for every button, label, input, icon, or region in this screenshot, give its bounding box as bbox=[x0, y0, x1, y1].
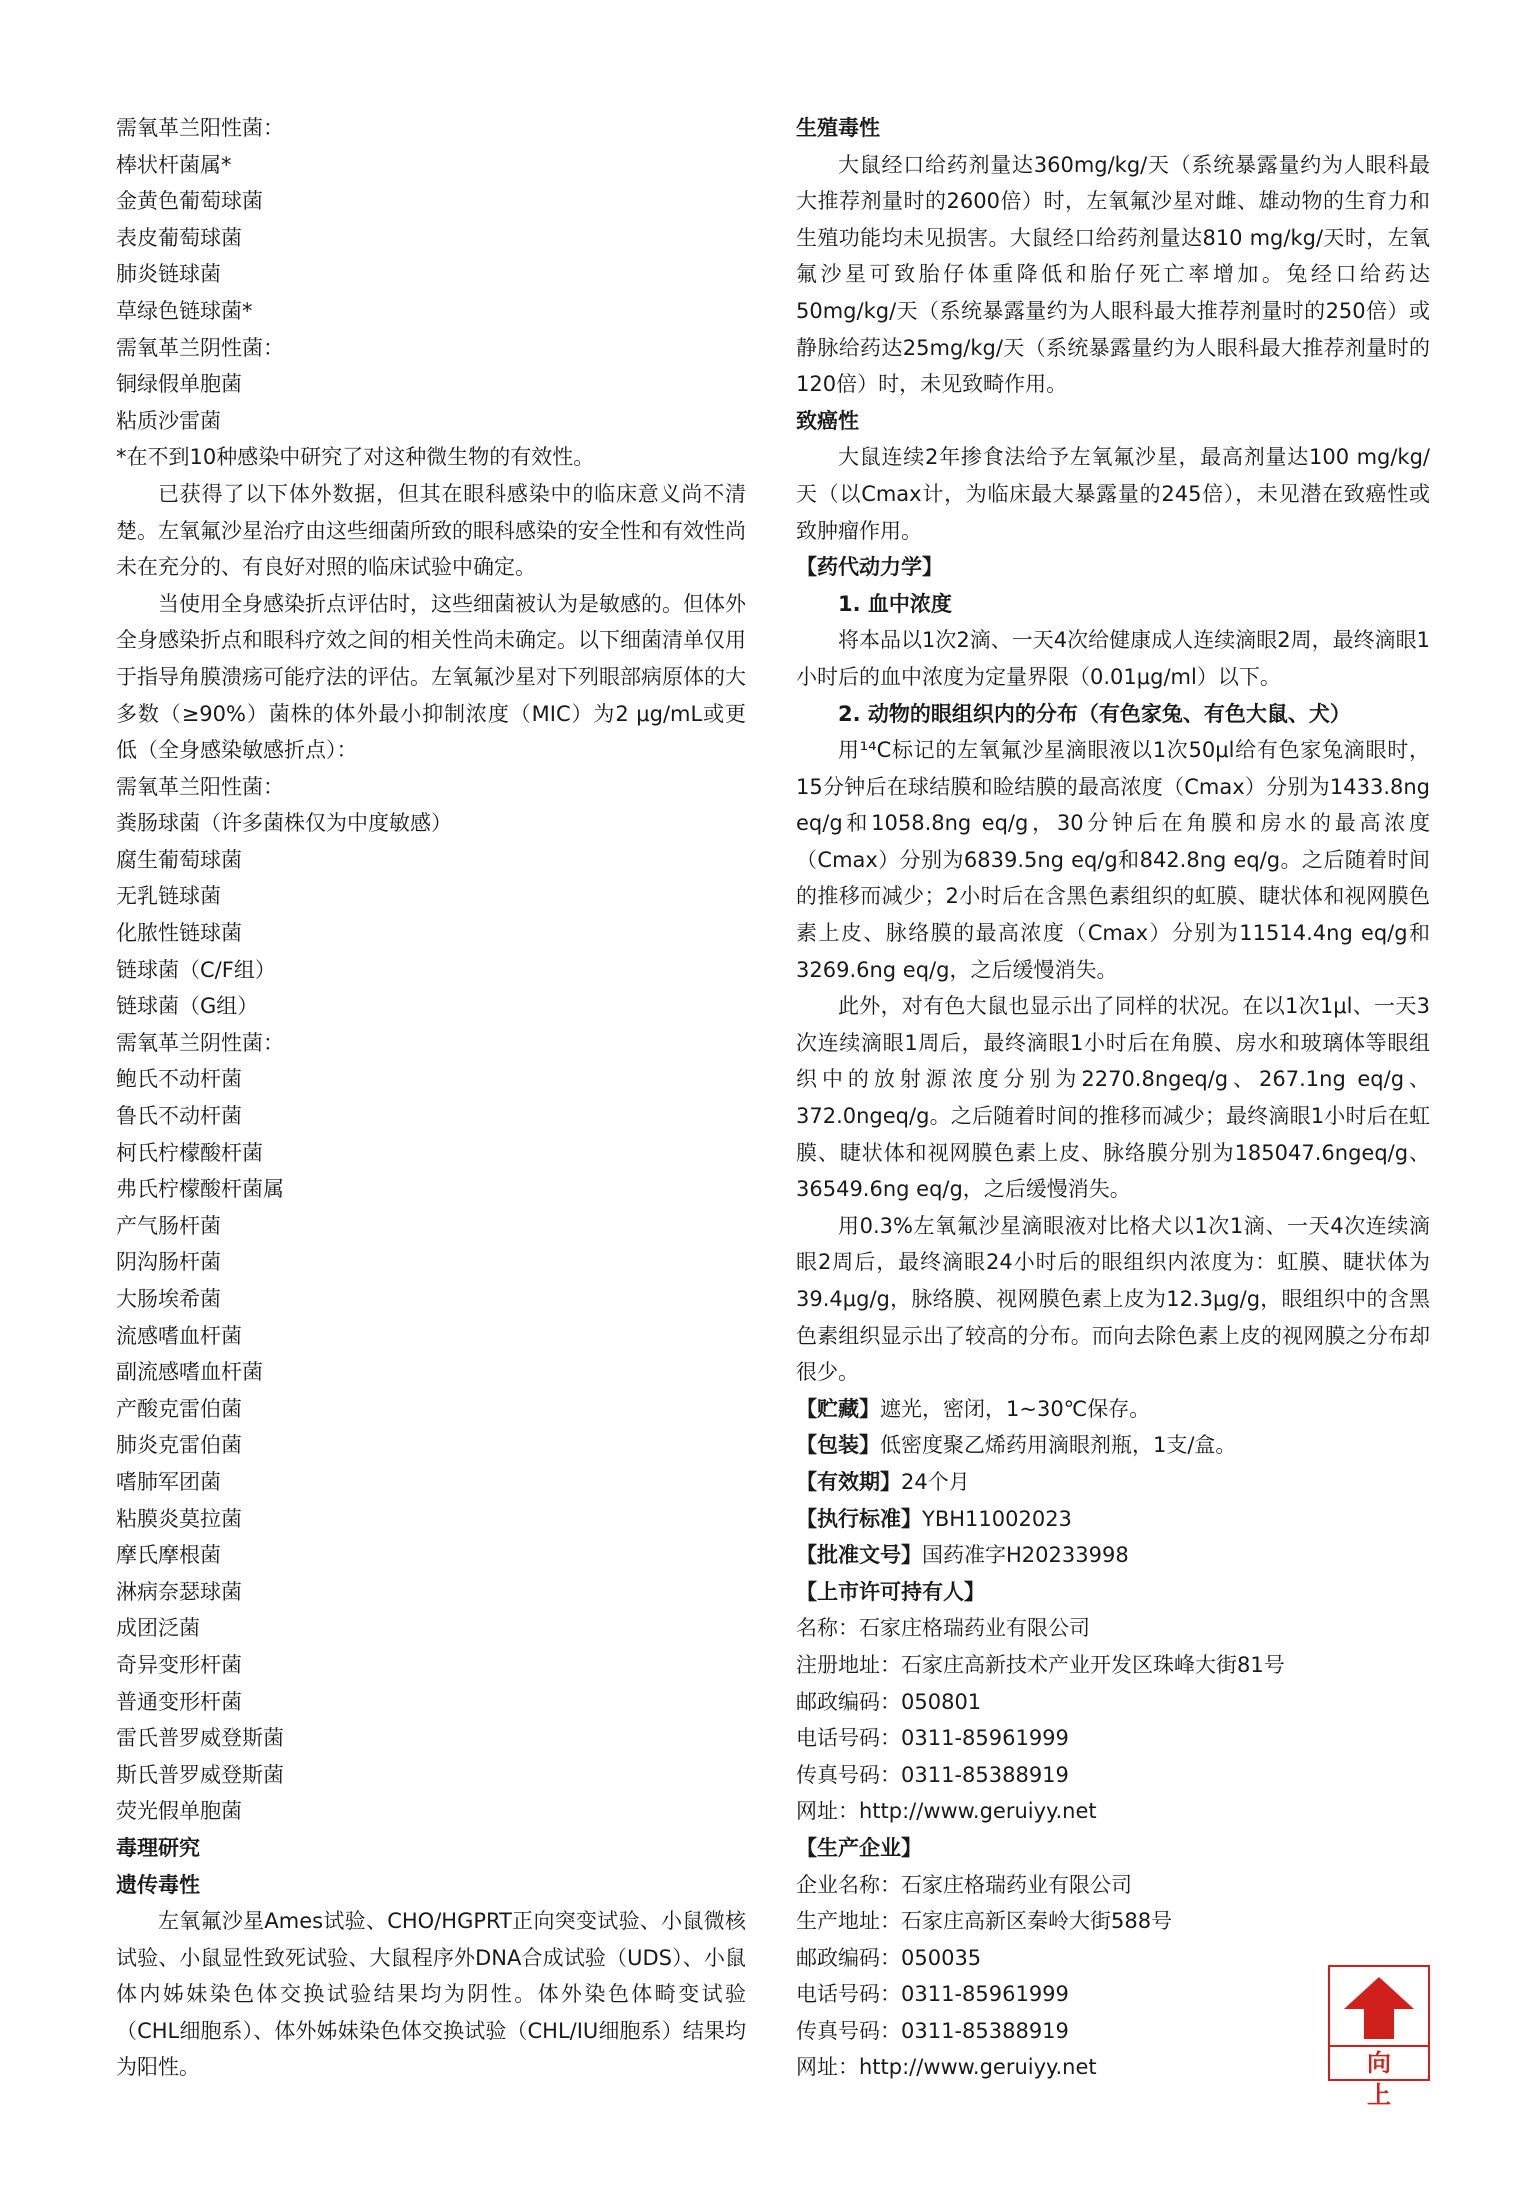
text-line: 粘膜炎莫拉菌 bbox=[116, 1506, 242, 1531]
right-column bbox=[796, 110, 1430, 2086]
section-heading: 生殖毒性 bbox=[796, 116, 880, 140]
text-line: 斯氏普罗威登斯菌 bbox=[116, 1762, 284, 1787]
text-line: 需氧革兰阴性菌： bbox=[116, 335, 284, 360]
text-line: 链球菌（C/F组） bbox=[116, 957, 276, 982]
field-value: 低密度聚乙烯药用滴眼剂瓶，1支/盒。 bbox=[880, 1433, 1237, 1458]
text-line: 无乳链球菌 bbox=[116, 884, 221, 909]
section-heading: 遗传毒性 bbox=[116, 1872, 200, 1897]
text-line: 鲍氏不动杆菌 bbox=[116, 1067, 242, 1092]
text-line: 草绿色链球菌* bbox=[116, 298, 253, 323]
text-line: 肺炎克雷伯菌 bbox=[116, 1433, 242, 1458]
validity-line bbox=[796, 1464, 1430, 1501]
text-line: 需氧革兰阴性菌： bbox=[116, 1030, 284, 1055]
package-line bbox=[796, 1427, 1430, 1464]
text-line: 普通变形杆菌 bbox=[116, 1689, 242, 1714]
text-line: 粘质沙雷菌 bbox=[116, 408, 221, 433]
section-heading: 【药代动力学】 bbox=[796, 555, 943, 580]
paragraph: 用0.3%左氧氟沙星滴眼液对比格犬以1次1滴、一天4次连续滴眼2周后，最终滴眼24小时后的眼组织内浓度为：虹膜、睫状体为39.4μg/g，脉络膜、视网膜色素上皮为12.3μg/g，眼组织中的含黑色素组织显示出了较高的分布。而向去除色素上皮的视网膜之分布却很少。 bbox=[796, 1213, 1430, 1385]
paragraph: 当使用全身感染折点评估时，这些细菌被认为是敏感的。但体外全身感染折点和眼科疗效之间的相关性尚未确定。以下细菌清单仅用于指导角膜溃疡可能疗法的评估。左氧氟沙星对下列眼部病原体的大多数（≥90%）菌株的体外最小抑制浓度（MIC）为2 μg/mL或更低（全身感染敏感折点）： bbox=[116, 591, 746, 763]
text-line: 电话号码：0311-85961999 bbox=[796, 1726, 1069, 1751]
text-line: 鲁氏不动杆菌 bbox=[116, 1104, 242, 1129]
text-line: 嗜肺军团菌 bbox=[116, 1469, 221, 1494]
text-line: 阴沟肠杆菌 bbox=[116, 1250, 221, 1275]
text-line: 棒状杆菌属* bbox=[116, 152, 232, 177]
field-value: 遮光，密闭，1~30℃保存。 bbox=[880, 1396, 1151, 1421]
stamp-label: 向上 bbox=[1330, 2045, 1428, 2079]
left-column bbox=[116, 110, 746, 2086]
approval-line bbox=[796, 1537, 1430, 1574]
text-line: 大肠埃希菌 bbox=[116, 1287, 221, 1311]
text-line: 电话号码：0311-85961999 bbox=[796, 1982, 1069, 2007]
field-value: 24个月 bbox=[901, 1469, 970, 1494]
text-line: 弗氏柠檬酸杆菌属 bbox=[116, 1177, 284, 1202]
field-label: 【有效期】 bbox=[796, 1469, 901, 1494]
paragraph: 左氧氟沙星Ames试验、CHO/HGPRT正向突变试验、小鼠微核试验、小鼠显性致死试验、大鼠程序外DNA合成试验（UDS）、小鼠体内姊妹染色体交换试验结果均为阴性。体外染色体畸变试验（CHL细胞系）、体外姊妹染色体交换试验（CHL/IU细胞系）结果均为阳性。 bbox=[116, 1909, 746, 2080]
text-line: 铜绿假单胞菌 bbox=[116, 372, 242, 397]
text-line: 副流感嗜血杆菌 bbox=[116, 1360, 263, 1385]
text-line: 链球菌（G组） bbox=[116, 994, 259, 1019]
standard-line bbox=[796, 1501, 1430, 1538]
field-value: YBH11002023 bbox=[922, 1506, 1072, 1531]
paragraph: 此外，对有色大鼠也显示出了同样的状况。在以1次1μl、一天3次连续滴眼1周后，最终滴眼1小时后在角膜、房水和玻璃体等眼组织中的放射源浓度分别为2270.8ngeq/g、267.1ng eq/g、372.0ngeq/g。之后随着时间的推移而减少；最终滴眼1小时后在虹膜、睫状体和视网膜色素上皮、脉络膜分别为185047.6ngeq/g、36549.6ng eq/g，之后缓慢消失。 bbox=[796, 994, 1430, 1202]
text-line: 需氧革兰阳性菌： bbox=[116, 774, 284, 799]
text-line: 金黄色葡萄球菌 bbox=[116, 189, 263, 214]
section-heading: 【上市许可持有人】 bbox=[796, 1579, 985, 1604]
this-side-up-stamp bbox=[1328, 1965, 1430, 2109]
text-line: 肺炎链球菌 bbox=[116, 262, 221, 287]
field-label: 【包装】 bbox=[796, 1433, 880, 1458]
paragraph: 用¹⁴C标记的左氧氟沙星滴眼液以1次50μl给有色家兔滴眼时，15分钟后在球结膜和睑结膜的最高浓度（Cmax）分别为1433.8ng eq/g和1058.8ng eq/g，30分钟后在角膜和房水的最高浓度（Cmax）分别为6839.5ng eq/g和842.8ng eq/g。之后随着时间的推移而减少；2小时后在含黑色素组织的虹膜、睫状体和视网膜色素上皮、脉络膜的最高浓度（Cmax）分别为11514.4ng eq/g和3269.6ng eq/g，之后缓慢消失。 bbox=[796, 738, 1430, 982]
text-line: 成团泛菌 bbox=[116, 1616, 200, 1641]
subsection-heading: 1. 血中浓度 bbox=[838, 591, 952, 616]
text-line: 雷氏普罗威登斯菌 bbox=[116, 1726, 284, 1751]
subsection-heading: 2. 动物的眼组织内的分布（有色家兔、有色大鼠、犬） bbox=[838, 701, 1351, 726]
field-label: 【批准文号】 bbox=[796, 1543, 922, 1568]
text-line: 注册地址：石家庄高新技术产业开发区珠峰大街81号 bbox=[796, 1652, 1285, 1677]
section-heading: 【生产企业】 bbox=[796, 1835, 922, 1860]
footnote: *在不到10种感染中研究了对这种微生物的有效性。 bbox=[116, 445, 595, 470]
text-line: 网址：http://www.geruiyy.net bbox=[796, 1799, 1097, 1824]
text-line: 奇异变形杆菌 bbox=[116, 1652, 242, 1677]
text-line: 化脓性链球菌 bbox=[116, 921, 242, 946]
text-line: 淋病奈瑟球菌 bbox=[116, 1579, 242, 1604]
text-line: 网址：http://www.geruiyy.net bbox=[796, 2055, 1097, 2080]
text-line: 传真号码：0311-85388919 bbox=[796, 2018, 1069, 2043]
paragraph: 大鼠连续2年掺食法给予左氧氟沙星，最高剂量达100 mg/kg/天（以Cmax计，为临床最大暴露量的245倍），未见潜在致癌性或致肿瘤作用。 bbox=[796, 445, 1430, 543]
paragraph: 将本品以1次2滴、一天4次给健康成人连续滴眼2周，最终滴眼1小时后的血中浓度为定量界限（0.01μg/ml）以下。 bbox=[796, 628, 1430, 689]
text-line: 名称：石家庄格瑞药业有限公司 bbox=[796, 1616, 1090, 1641]
text-line: 摩氏摩根菌 bbox=[116, 1543, 221, 1568]
arrow-up-icon bbox=[1342, 1975, 1416, 2041]
text-line: 邮政编码：050801 bbox=[796, 1689, 982, 1714]
storage-line bbox=[796, 1391, 1430, 1428]
text-line: 需氧革兰阳性菌： bbox=[116, 116, 284, 140]
text-line: 流感嗜血杆菌 bbox=[116, 1323, 242, 1348]
text-line: 企业名称：石家庄格瑞药业有限公司 bbox=[796, 1872, 1132, 1897]
paragraph: 大鼠经口给药剂量达360mg/kg/天（系统暴露量约为人眼科最大推荐剂量时的2600倍）时，左氧氟沙星对雌、雄动物的生育力和生殖功能均未见损害。大鼠经口给药剂量达810 mg/kg/天时，左氧氟沙星可致胎仔体重降低和胎仔死亡率增加。兔经口给药达50mg/kg/天（系统暴露量约为人眼科最大推荐剂量时的250倍）或静脉给药达25mg/kg/天（系统暴露量约为人眼科最大推荐剂量时的120倍）时，未见致畸作用。 bbox=[796, 152, 1430, 397]
paragraph: 已获得了以下体外数据，但其在眼科感染中的临床意义尚不清楚。左氧氟沙星治疗由这些细菌所致的眼科感染的安全性和有效性尚未在充分的、有良好对照的临床试验中确定。 bbox=[116, 481, 746, 580]
text-line: 邮政编码：050035 bbox=[796, 1945, 982, 1970]
text-line: 腐生葡萄球菌 bbox=[116, 847, 242, 872]
field-label: 【贮藏】 bbox=[796, 1396, 880, 1421]
text-line: 传真号码：0311-85388919 bbox=[796, 1762, 1069, 1787]
text-line: 粪肠球菌（许多菌株仅为中度敏感） bbox=[116, 811, 452, 836]
text-line: 表皮葡萄球菌 bbox=[116, 225, 242, 250]
section-heading: 毒理研究 bbox=[116, 1835, 200, 1860]
text-line: 产气肠杆菌 bbox=[116, 1213, 221, 1238]
field-value: 国药准字H20233998 bbox=[922, 1543, 1129, 1568]
text-line: 柯氏柠檬酸杆菌 bbox=[116, 1140, 263, 1165]
section-heading: 致癌性 bbox=[796, 408, 859, 433]
text-line: 生产地址：石家庄高新区秦岭大街588号 bbox=[796, 1909, 1173, 1934]
text-line: 荧光假单胞菌 bbox=[116, 1799, 242, 1824]
text-line: 产酸克雷伯菌 bbox=[116, 1396, 242, 1421]
field-label: 【执行标准】 bbox=[796, 1506, 922, 1531]
